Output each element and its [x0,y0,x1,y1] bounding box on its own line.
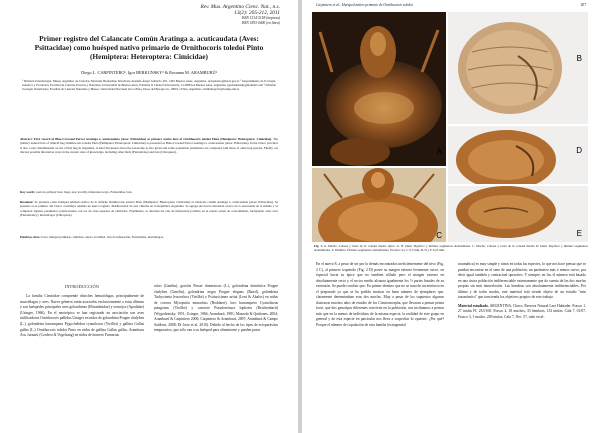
journal-issn-online: ISSN 1853-0400 (en línea) [241,20,280,25]
body-paragraph: La familia Cimicidae comprende chinches hematófagas, principalmente de murciélagos y aves. Nueve géneros están asociados exclusivamente a estas últimas y son huéspedes principales aves golondrinas (Hirundinidae) y vencejos (Apodidae) (Usinger, 1966). En el neotrópico se han registrado en asociación con aves nidificadoras Ornithocoris pallidus Usinger en nidos de golondrina Progne chalybea (L.), golondrina barranquera Pygochelidon cyanoleuca (Vieillot) y gallina Gallus gallus (L.) Ornithocoris toledoi Pinto en nidos de gallina Gallus gallus, Aramburu Ara. furnarii (Cordero & Vogelsang) en nidos de hornero Furnarius [20,294,145,338]
figure-1 [312,12,588,242]
author-affiliations: ¹ División Entomología, Museo Argentino de Ciencias Naturales Bernardino Rivadavia Avenida Ángel Gallardo 470, 1405 Buenos Aires, Argentina. dcarpintero@macn.gov.ar ² Departamento de Ecología, Genética y Evolución, Facultad de Ciencias Exactas y Naturales, Universidad de Buenos Aires, Pabellón II Ciudad Universitaria, C1428EGA Buenos Aires, Argentina. igorberkunsky@hotmail.com ³ División Zoología Vertebrados, Facultad de Ciencias Naturales y Museo, Universidad Nacional de La Plata, Paseo del Bosque s/n, 1900 La Plata, Argentina. aramburu@fcnym.unlp.edu.ar [22,79,276,92]
running-head [316,3,586,7]
material-label: Material estudiado. [458,303,489,308]
left-page [0,0,298,433]
insect-abdomen-image [448,12,588,124]
figure-panel-e [448,186,588,242]
journal-issn-print: ISSN 1514-5158 (impresa) [241,16,280,21]
insect-head-thorax-image [312,12,446,166]
caption-text: A. Macho. Cabeza y tórax de O. toledoi macho típico ac. B. Idem. Pigóforo y últimos segmentos abdominales. C. Macho. Cabeza y tórax de O. toledoi macho D. Idem. Pigóforo y últimos segmentos abdominales. E. Hembra. Últimos segmentos abdominales. Escalas: A y C 0,5 mm, B, D y E 0,25 mm. [314,244,588,253]
running-head-text: Carpintero et al.: Huésped nativo primario de Ornithocoris toledoi [316,3,413,7]
palabras-label: Palabras clave: [20,235,41,239]
abstract-text: The primary natural host of cimicid bug Ornithocoris toledoi Pinto (Hemiptera: Heteroptera: Cimicidae) is presented as Blue-Crowned Parrot Aratinga a. acuticaudata (Aves: Psittacidae). In the Chaco province is also a new distributional record of this bug in Argentina. A brief discussion about the taxonomy is also given and some population parameters are compared with those of other bug species. Finally, we discuss possible infestation ways in the current state of knowledge, including other birds (Furnariidae) and bats (Chiroptera). [20,137,278,154]
introduction-heading: INTRODUCCIÓN [64,284,100,289]
palabras-clave [20,235,278,239]
palabras-text: loros, huésped primario, chinches, nuevo localidad, vías de infestación, Furnariidae, murciélagos. [41,235,164,239]
panel-label-c: C [436,231,442,240]
figure-panel-c [312,168,446,242]
body-paragraph: rufus (Gmelin), gorrión Passer domesticus (L.), golondrina doméstica Progne chalybea (Gmelin), golondrina negra Progne elegans (Baird), golondrina Tachycineta leucorrhoa (Vieillot) y Psittacicimex uritui (Lent & Abalos) en nidos de cotorra Myiopsitta monachus (Boddaert), loro barranquero Cyanoliseus patagonus (Vieillot) y caserote Pseudoseisura lophotes (Reichenbach) (Wygodzinsky, 1951; Usinger, 1966; Aramburú, 1981; Mazzola & Quiñones, 2004; Aramburú & Carpintero 2006; Carpintero & Aramburú, 2007; Aramburú & Campo Saldivar, 2008; Di Iorio et al. 2010). Debido al hecho de los tipos de ectoparásitos temporarios, que sólo van a su huésped para alimentarse y pueden pasar [154,284,278,333]
resumen-text: Se presenta como huésped primario nativo de la chinche Ornithocoris toledoi Pinto (Hemiptera: Heteroptera: Cimicidae) al calancate común Aratinga a. acuticaudata (Aves: Psittacidae). Se presenta si es primero del Chaco constituye además un nuevo registro distribucional de esta chinche en la República Argentina. Se agrega una breve discusión acerca de la taxonomía de la misma y se comparan algunos parámetros poblacionales con los de otras especies de cimícidos. Finalmente, se discuten las vías de infestación posibles en el estado actual de conocimiento, incluyendo otras aves (Furnariidae) y murciélagos (Chiroptera). [20,200,278,217]
article-authors: Diego L. CARPINTERO¹, Igor BERKUNSKY² & Rosanna M. ARAMBURÚ³ [81,70,217,75]
keywords-label: Key words: [20,190,36,194]
keywords-text: parrots, primary host, bugs, new locality, infestation ways, Furnariidae, bats. [36,190,133,194]
figure-caption [314,244,588,253]
article-title: Primer registro del Calancate Común Aratinga a. acuticaudata (Aves: Psittacidae) como huésped nativo primario de Ornithocoris toledoi Pinto (Hemiptera: Heteroptera: Cimicidae) [34,34,264,62]
figure-panel-d [448,126,588,184]
panel-label-b: B [576,54,582,63]
body-column-left [20,284,144,341]
caption-label: Fig. 1. [314,244,323,248]
abstract-label: Abstract: First record of Blue-Crowned Parrot Aratinga a. acuticaudata (Aves: Psittacidae) as primary native host of Ornithocoris toledoi Pinto (Hemiptera: Heteroptera: Cimicidae). [20,137,272,141]
figure-panel-a [312,12,446,166]
right-page [302,0,600,433]
female-abdomen-image [448,186,588,242]
pygophore-image [448,126,588,184]
right-body-column-left [316,262,444,332]
resumen-label: Resumen: [20,200,34,204]
body-paragraph: En el nuevo 8, a pesar de ser por lo demás encontrados ineficientemente del nivo (Fig. 2 C), al primero izquierdo (Fig. 2 D) posee su margen externo levemente curvo, en especial hacia su ápice que no tambien afilado pero el margen externo en absolutamente recto y el sector medio alcanza igualmente los ½ partes basales de su extensión. Se puede concluir que: En primer término que no se trata de un artefacto en el preparado ya que se ha podido mostrar en buen número de ejemplares que, claramente determinaban esas dos morfas. Muy a pesar de los supuestos algunos ilustraron muchos años de estudio de los Cimicomorpha, que llevaran a pensar prima facie, que dos genotipos diferentes conviven en la población, nos inclinamos a pensar más que en la menos de individuos de la misma especie, la realidad de este grupo en general y de esta especie en particular nos lleva a sospechar lo opuesto: ¿Por qué? Porque el número de copulación de esta familia (extragenital [316,262,444,328]
page-number: 207 [580,3,586,7]
abstract [20,137,278,154]
journal-name: Rev. Mus. Argentino Cienc. Nat., n.s. [200,4,280,10]
material-studied [458,304,586,321]
keywords [20,190,278,194]
figure-panel-b [448,12,588,124]
panel-label-e: E [576,229,582,238]
body-column-right [154,284,278,336]
insect-thorax-image [312,168,446,242]
material-text: ARGENTINA, Chaco, Reserva Natural Lere Habiader. Frasco 1, 27 ninfas FI, 23/I/100, Frasco 2, 18 machos, 33 hembras, 133 ninfas, Cala 7, 01/07, Frasco 3, 1 macho, 209 ninfas, Cala 7, Nro. 57, todo en al- [458,303,586,319]
panel-label-d: D [576,146,582,155]
panel-label-a: A [436,147,442,156]
body-paragraph: traumática) es muy simple y ninos en todas las especies, lo que nos hace pensar que se puedan encontrar en el seno de una población, un parámetro más ó menos curvo, por decir igual también y contractual operativo. Y siempre, en fin, el número está basado en una única población indiferenciable externamente que da cuenta de las dos morfas propias sin más interrelación. Las hembras son absolutamente indiferenciables. Por último y de todos modos, este material está siendo objeto de un estudio "más taxonómico" que trascienda los objetivos propios de este trabajo. [458,262,586,300]
right-body-column-right [458,262,586,323]
journal-volume: 13(2): 205-212, 2011 [234,10,280,17]
resumen [20,200,278,217]
journal-header [200,4,280,25]
